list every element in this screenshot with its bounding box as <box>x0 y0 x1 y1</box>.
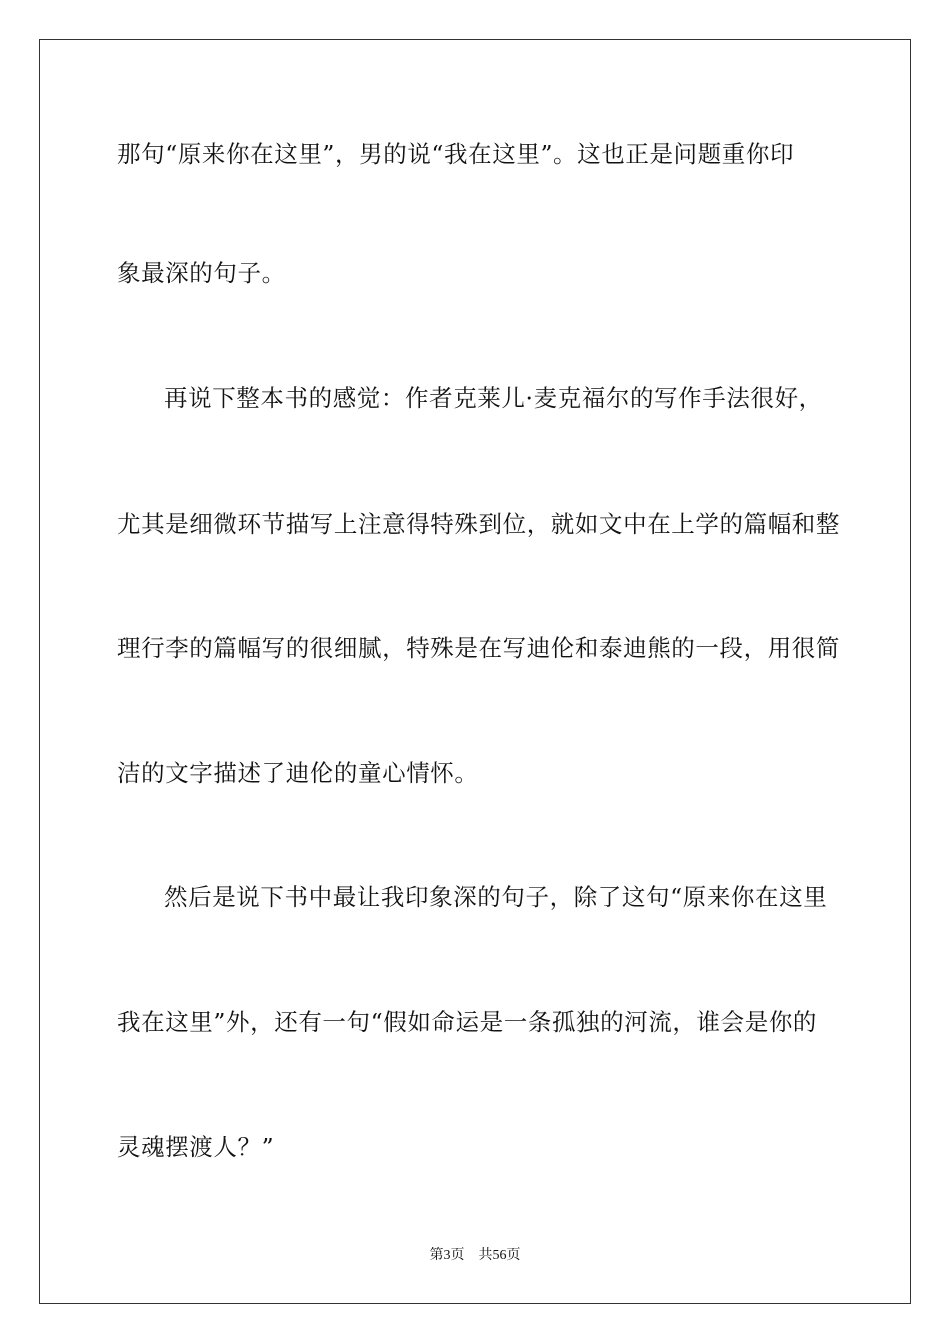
paragraph-line-7: 然后是说下书中最让我印象深的句子，除了这句“原来你在这里 <box>164 883 828 911</box>
paragraph-line-8: 我在这里”外，还有一句“假如命运是一条孤独的河流，谁会是你的 <box>117 1008 818 1036</box>
paragraph-line-2: 象最深的句子。 <box>117 259 286 287</box>
page-border <box>39 39 911 1304</box>
paragraph-line-3: 再说下整本书的感觉：作者克莱儿·麦克福尔的写作手法很好， <box>164 384 823 412</box>
paragraph-line-9: 灵魂摆渡人？” <box>117 1133 275 1161</box>
paragraph-line-5: 理行李的篇幅写的很细腻，特殊是在写迪伦和泰迪熊的一段，用很简 <box>117 634 840 662</box>
paragraph-line-6: 洁的文字描述了迪伦的童心情怀。 <box>117 759 479 787</box>
paragraph-line-1: 那句“原来你在这里”，男的说“我在这里”。这也正是问题重你印 <box>117 140 795 168</box>
page-number-footer: 第3页 共56页 <box>429 1248 521 1263</box>
paragraph-line-4: 尤其是细微环节描写上注意得特殊到位，就如文中在上学的篇幅和整 <box>117 510 840 538</box>
